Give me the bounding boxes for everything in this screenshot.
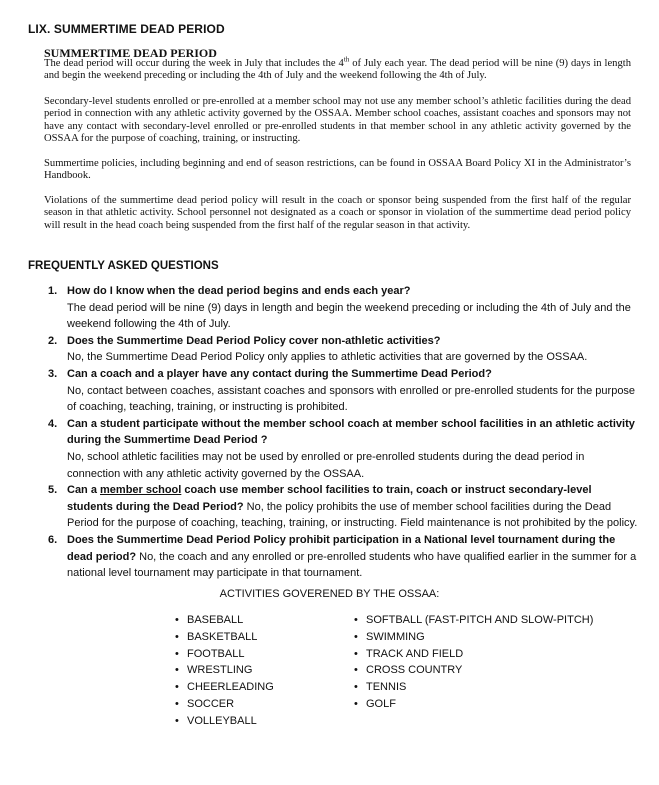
activity-item: • CROSS COUNTRY bbox=[354, 662, 593, 679]
faq-question: Can a member school coach use member school facilities to train, coach or instruct secondary-level students during the Dead Period? bbox=[67, 484, 592, 513]
faq-number: 6. bbox=[48, 533, 58, 546]
member-school-underlined: member school bbox=[100, 484, 182, 497]
paragraph-summertime-policies: Summertime policies, including beginning and end of season restrictions, can be found in OSSAA Board Policy XI in the Administrator’s Handbook. bbox=[44, 158, 631, 182]
faq-number: 5. bbox=[48, 484, 58, 497]
faq-number: 2. bbox=[48, 334, 58, 347]
faq-item bbox=[48, 482, 638, 532]
activity-item: • FOOTBALL bbox=[175, 646, 274, 663]
faq-item bbox=[48, 333, 638, 366]
activity-item: • SOCCER bbox=[175, 696, 274, 713]
activity-item: • GOLF bbox=[354, 696, 593, 713]
section-title: LIX. SUMMERTIME DEAD PERIOD bbox=[28, 22, 225, 36]
subsection-title: SUMMERTIME DEAD PERIOD bbox=[44, 46, 217, 60]
faq-question: Can a coach and a player have any contact during the Summertime Dead Period? bbox=[67, 367, 492, 380]
activities-title: ACTIVITIES GOVERENED BY THE OSSAA: bbox=[219, 588, 440, 600]
activities-list-right bbox=[354, 612, 593, 713]
activity-item: • VOLLEYBALL bbox=[175, 713, 274, 730]
activities-list-left bbox=[175, 612, 274, 730]
faq-answer: No, the Summertime Dead Period Policy only applies to athletic activities that are governed by the OSSAA. bbox=[67, 351, 588, 364]
activity-item: • WRESTLING bbox=[175, 662, 274, 679]
faq-answer: The dead period will be nine (9) days in length and begin the weekend preceding or including the 4th of July and the weekend following the 4th of July. bbox=[67, 301, 631, 331]
paragraph-violations: Violations of the summertime dead period policy will result in the coach or sponsor being suspended from the first half of the regular season in that athletic activity. School personnel not designated as a coach or sponsor in violation of the summertime dead period policy will result in the head coach being suspended from the first half of the regular season in that activity. bbox=[44, 195, 631, 231]
activity-item: • TRACK AND FIELD bbox=[354, 646, 593, 663]
activity-item: • SOFTBALL (FAST-PITCH AND SLOW-PITCH) bbox=[354, 612, 593, 629]
faq-item bbox=[48, 366, 638, 416]
faq-item bbox=[48, 416, 638, 482]
faq-question: Does the Summertime Dead Period Policy prohibit participation in a National level tournament during the dead period? bbox=[67, 533, 616, 563]
faq-title: FREQUENTLY ASKED QUESTIONS bbox=[28, 260, 219, 272]
activity-item: • BASEBALL bbox=[175, 612, 274, 629]
activity-item: • CHEERLEADING bbox=[175, 679, 274, 696]
faq-number: 1. bbox=[48, 285, 58, 297]
faq-list bbox=[48, 283, 638, 582]
faq-number: 4. bbox=[48, 417, 58, 430]
faq-answer: No, contact between coaches, assistant coaches and sponsors with enrolled or pre-enrolled students for the purpose of coaching, teaching, training, or instructing is prohibited. bbox=[67, 384, 636, 414]
faq-question: How do I know when the dead period begins and ends each year? bbox=[67, 285, 411, 297]
faq-question: Does the Summertime Dead Period Policy cover non-athletic activities? bbox=[67, 334, 441, 347]
paragraph-facility-restrictions: Secondary-level students enrolled or pre-enrolled at a member school may not use any member school’s athletic facilities during the dead period in connection with any athletic activity governed by the OSSAA. Member school coaches, assistant coaches and sponsors may not have any contact with secondary-level enrolled or pre-enrolled students in that member school in any athletic activity governed by the OSSAA for the purpose of coaching, training, or instructing. bbox=[44, 96, 631, 145]
faq-number: 3. bbox=[48, 367, 58, 380]
faq-answer: No, school athletic facilities may not be used by enrolled or pre-enrolled students during the dead period in connection with any athletic activity governed by the OSSAA. bbox=[67, 450, 585, 480]
faq-answer: No, the policy prohibits the use of member school facilities during the Dead Period for the purpose of coaching, teaching, training, or instructing. Field maintenance is not prohibited by the policy. bbox=[67, 500, 638, 530]
faq-item bbox=[48, 283, 638, 333]
faq-question: Can a student participate without the member school coach at member school facilities in an athletic activity during the Summertime Dead Period ? bbox=[67, 417, 635, 447]
faq-item bbox=[48, 532, 638, 582]
activity-item: • BASKETBALL bbox=[175, 629, 274, 646]
faq-answer: No, the coach and any enrolled or pre-enrolled students who have qualified earlier in the summer for a national level tournament may participate in that tournament. bbox=[67, 550, 637, 580]
activity-item: • TENNIS bbox=[354, 679, 593, 696]
paragraph-dead-period-dates: The dead period will occur during the week in July that includes the 4th of July each year. The dead period will be nine (9) days in length and begin the weekend preceding or including the 4th of July and the weekend following the 4th of July. bbox=[44, 55, 631, 82]
activity-item: • SWIMMING bbox=[354, 629, 593, 646]
